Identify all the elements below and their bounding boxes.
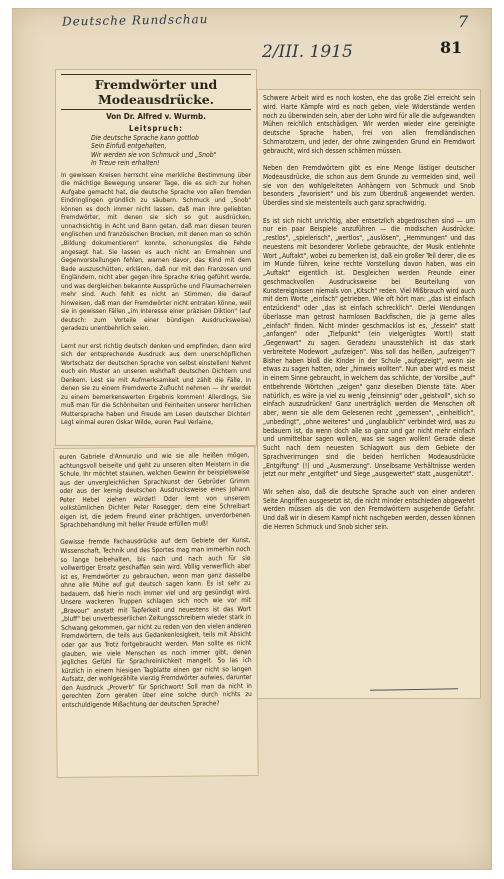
motto-verse: Die deutsche Sprache kann gottlob Sein Einfuß entgehalten, Wir werden sie von Schmuck und „Snob" In Treue rein erhalten!	[91, 134, 217, 168]
article-text-col2: Schwere Arbeit wird es noch kosten, ehe das große Ziel erreicht sein wird. Harte Kämpfe wird es noch geben, viele Widerstände werden noch zu überwinden sein, aber der Lohn wird für alle die aufgewandten Mühen reichlich entschädigen. Wir werden wieder eine gereinigte deutsche Sprache haben, frei von allen fremdländischen Schmarotzern, und jeder, der ohne zwingenden Grund ein Fremdwort gebraucht, wird sich dessen schämen müssen. Neben den Fremdwörtern gibt es eine Menge lästiger deutscher Modeausdrücke, die schon aus dem Grunde zu vermeiden sind, weil sie von den wohlgeleiteten Anhängern von Schmuck und Snob besonders „favorisiert" und bis zum Überdruß angewendet werden. Überdies sind sie meistenteils auch ganz sprachwidrig. Es ist sich nicht unrichtig, aber entsetzlich abgedroschen sind — um nur ein paar Beispiele anzuführen — die modischen Ausdrücke: „restlos", „spielerisch", „wertlos", „auslösen", „Hemmungen" und das neuestens mit besonderer Vorliebe gebrauchte, der Musik entlehnte Wort „Auftakt", wobei zu bemerken ist, daß ein großer Teil derer, die es im Munde führen, keine rechte Vorstellung davon haben, was ein „Auftakt" eigentlich ist. Desgleichen werden Freunde einer geschmackvollen Ausdrucksweise bei Beurteilung von Kunstereignissen niemals von „Kitsch" reden. Viel Mißbrauch wird auch mit dem Worte „einfach" getrieben. Wie oft hört man: „das ist einfach entzückend" oder „das ist einfach schrecklich". Derlei Wendungen überlasse man getrost harmlosen Backfischen, die ja gerne alles „einfach" finden. Nicht minder geschmacklos ist es, „fesseln" statt „anfangen" oder „Tiefpunkt" (ein vielgerügtes Wort!) statt „Gegenwart" zu sagen. Geradezu unausstehlich ist das stark verbreitete Modewort „aufzeigen". Was soll das heißen, „aufzeigen"? Bisher haben bloß die Kinder in der Schule „aufgezeigt", wenn sie etwas zu sagen hatten, oder „hinweis wollten". Nun aber wird es meist in einem Sinne gebraucht, in welchem das schlichte, der Vorsilbe „auf" entbehrende Wörtchen „zeigen" ganz dieselben Dienste täte. Aber natürlich, es wäre ja viel zu wenig „feinsinnig" oder „geistvoll", sich so einfach auszudrücken! Ganz unerträglich werden die Menschen oft aber, wenn sie alle dem Gelesenen recht „gemessen", „einheitlich", „unbedingt", „ohne weiteres" und „unglaublich" verbindet wird, was zu bedauern ist, da wenn doch alle so ganz und gar nicht mehr einfach und unmittelbar sagen wollen, was sie sagen wollen! Gerade diese Sucht nach dem neuesten Schlagwort aus dem Gebiete der Sprachverirrungen sind die beiden herrlichen Modeausdrücke „Entgiftung" (!) und „Ausmerzung". Unselbsame Verhältnisse werden jetzt nur mehr „entgiftet" und Siege „ausgewertet" statt „ausgenützt". Wir sehen also, daß die deutsche Sprache auch von einer anderen Seite Angriffen ausgesetzt ist, die nicht minder entschieden abgewehrt werden müssen als die von den Fremdwörtern ausgehende Gefahr. Und daß wir in diesem Kampf nicht nachgeben werden, dessen können die Herren Schmuck und Snob sicher sein.	[263, 94, 475, 531]
clipping-column-3	[54, 447, 257, 777]
motto-heading: Leitspruch:	[129, 124, 183, 133]
article-text-col3: euren Gabriele d'Annunzio und wie sie alle heißen mögen, achtungsvoll beiseite und geht zu unseren alten Meistern in die Schule. Ihr möchtet staunen, welchen Gewinn ihr beispielsweise aus der unvergleichlichen Sprachkunst der Gebrüder Grimm oder aus der kernig deutschen Ausdrucksweise eines Johann Peter Hebel ziehen würdet! Oder lernt von unserem volkstümlichen Dichter Peter Rosegger, dem eine Schreibart eigen ist, die jedem Freund einer prächtigen, unverdorbenen Sprachbehandlung mit heller Freude erfüllen muß! Gewisse fremde Fachausdrücke auf dem Gebiete der Kunst, Wissenschaft, Technik und des Sportes mag man immerhin noch so lange beibehalten, bis nach und nach auch für sie vollwertiger Ersatz geschaffen sein wird. Völlig verwerflich aber ist es, Fremdwörter zu gebrauchen, wenn man ganz dasselbe ohne alle Mühe auf gut deutsch sagen kann. Es ist sehr zu bedauern, daß hierin noch immer viel und arg gesündigt wird. Unsere wackeren Truppen schlagen sich noch wie vor mit „Bravour" anstatt mit Tapferkeit und neuestens ist das Wort „bluff" bei unverbesserlichen Zeitungsschreibern wieder stark in Schwang gekommen, gar nicht zu reden von den vielen anderen Fremdwörtern, die teils aus Gedankenlosigkeit, teils mit Absicht oder gar aus Trotz fortgebraucht werden. Man sollte es nicht glauben, wie viele Menschen es noch immer gibt, denen jegliches Gefühl für Sprachreinlichkeit mangelt. So las ich kürzlich in einem hiesigen Tagblatte einen gar nicht so langen Aufsatz, der wohlgezählte vierzig Fremdwörter aufwies, darunter den Ausdruck „Proverb" für Sprichwort! Soll man da nicht in gerechten Zorn geraten über eine solche durch nichts zu entschuldigende Mißachtung der deutschen Sprache?	[59, 451, 252, 709]
article-title: Fremdwörter und Modeausdrücke.	[61, 74, 251, 110]
article-text-col1: In gewissen Kreisen herrscht eine merkliche Bestimmung über die mächtige Bewegung unserer Tage, die es sich zur hohen Aufgabe gemacht hat, die deutsche Sprache von allen fremden Eindringlingen gründlich zu säubern. Schmuck und „Snob" können es doch immer nicht lassen, daß man ihre geliebten Fremdwörter, mit denen sie sich so gut ausdrücken, unnachsichtig in Acht und Bann getan, daß man diesen teuren englischen und französischen Brocken, mit denen man so schön „Bildung dokumentieren" konnte, schonungslos die Fehde angesagt hat. Sie lassen es auch nicht an Ermahnen und Gegenvorstellungen fehlen, warnen davor, das Kind mit dem Bade auszuschütten, erklären, daß nur mit den Franzosen und Engländern, nicht aber gegen ihre Sprache Krieg geführt werde, und was dergleichen bekannte Aussprüche und Flaumacherreien mehr sind. Auch fehlt es nicht an Stimmen, die darauf hinweisen, daß man der Fremdwörter nicht entraten könne, weil sie in gewissen Fällen „im Interesse einer präzisen Diktion" (auf deutsch: zum Vorteile einer bündigen Ausdrucksweise) geradezu unentbehrlich seien. Lernt nur erst richtig deutsch denken und empfinden, dann wird sich der entsprechende Ausdruck aus dem unerschöpflichen Wortschatz der deutschen Sprache von selbst einstellen! Nehmt euch ein Muster an unseren wahrhaft deutschen Dichtern und Denkern. Lest sie mit Aufmerksamkeit und zählt die Fälle, in denen sie zu einem Fremdworte Zuflucht nehmen — ihr werdet zu einem bemerkenswerten Ergebnis kommen! Allerdings, Sie muß man für die Schönheiten und Feinheiten unserer herrlichen Muttersprache haben und Freude am Lesen deutscher Dichter! Legt einmal euren Oskar Wilde, euren Paul Verlaine,	[61, 170, 251, 427]
clipping-column-1	[56, 70, 256, 445]
page-number: 81	[440, 38, 463, 57]
article-author: Von Dr. Alfred v. Wurmb.	[106, 112, 206, 121]
handwritten-source-note: Deutsche Rundschau	[61, 12, 209, 29]
clipping-column-2	[258, 90, 480, 698]
handwritten-date: 2/III. 1915	[262, 42, 353, 62]
handwritten-mark: 7	[458, 12, 469, 31]
